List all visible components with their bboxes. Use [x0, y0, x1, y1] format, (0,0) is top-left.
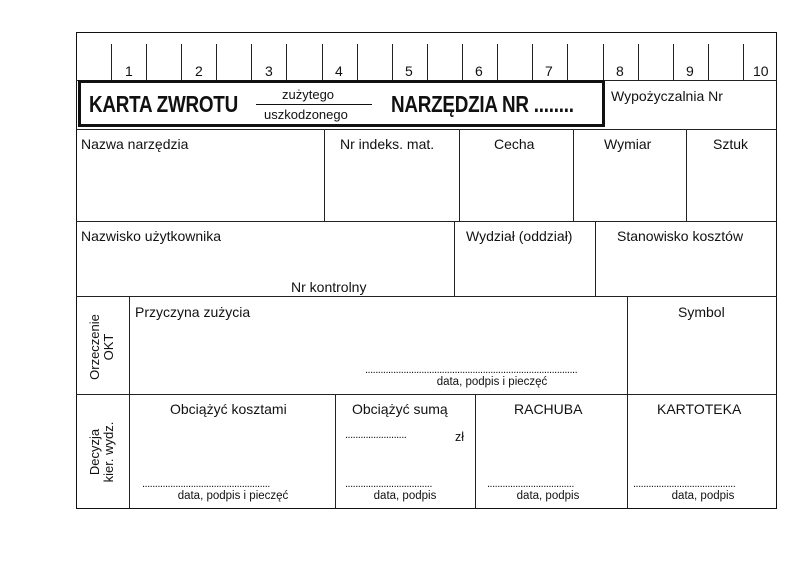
department-label: Wydział (oddział): [466, 228, 573, 244]
signature-caption-4: data, podpis: [671, 490, 735, 502]
divider: [324, 129, 325, 221]
amount-dots: ........................: [345, 430, 407, 441]
divider: [475, 394, 476, 508]
charge-costs-label: Obciążyć kosztami: [170, 401, 287, 417]
divider: [686, 129, 687, 221]
okt-signature-caption: data, podpis i pieczęć: [436, 376, 548, 388]
divider: [76, 296, 777, 297]
ruler-number: 7: [545, 63, 553, 79]
account-label: RACHUBA: [514, 401, 583, 417]
symbol-label: Symbol: [678, 304, 725, 320]
divider: [454, 221, 455, 296]
divider: [76, 221, 777, 222]
ruler-number: 4: [335, 63, 343, 79]
divider: [573, 129, 574, 221]
cost-center-label: Stanowisko kosztów: [617, 228, 744, 244]
decision-side-label-2: kier. wydz.: [100, 421, 116, 483]
rental-label: Wypożyczalnia Nr: [611, 88, 723, 104]
divider: [595, 221, 596, 296]
divider: [459, 129, 460, 221]
divider: [627, 394, 628, 508]
title-right: NARZĘDZIA NR ........: [391, 91, 574, 117]
dimension-label: Wymiar: [604, 136, 652, 152]
okt-side-label-1: Orzeczenie: [87, 314, 102, 380]
file-label: KARTOTEKA: [657, 401, 742, 417]
signature-caption-1: data, podpis i pieczęć: [177, 490, 289, 502]
charge-sum-label: Obciążyć sumą: [352, 401, 448, 417]
fraction-bottom: uszkodzonego: [264, 107, 348, 122]
ruler-number: 3: [265, 63, 273, 79]
feature-label: Cecha: [494, 136, 535, 152]
okt-side-label-2: OKT: [100, 333, 116, 361]
ruler-number: 10: [753, 63, 769, 79]
surname-label: Nazwisko użytkownika: [81, 228, 222, 244]
decision-side-label: [88, 395, 118, 509]
ruler-number: 1: [125, 63, 133, 79]
ruler-number: 2: [195, 63, 203, 79]
index-label: Nr indeks. mat.: [340, 136, 435, 152]
divider: [335, 394, 336, 508]
ruler-number: 6: [475, 63, 483, 79]
okt-signature-line: ...................................................................................: [365, 365, 578, 376]
reason-label: Przyczyna zużycia: [135, 304, 251, 320]
tool-name-label: Nazwa narzędzia: [81, 136, 189, 152]
signature-line-2: ..................................: [345, 479, 432, 490]
signature-line-1: ..................................................: [142, 479, 270, 490]
signature-line-3: ..................................: [487, 479, 574, 490]
signature-caption-2: data, podpis: [373, 490, 437, 502]
ruler-number: 5: [405, 63, 413, 79]
fraction-line: [256, 104, 372, 105]
fraction-top: zużytego: [282, 87, 335, 102]
ruler-number: 8: [616, 63, 624, 79]
ruler-number: 9: [686, 63, 694, 79]
title-left: KARTA ZWROTU: [89, 91, 238, 117]
control-no-label: Nr kontrolny: [291, 279, 367, 295]
signature-line-4: ........................................: [633, 479, 736, 490]
okt-side-label: [88, 297, 116, 397]
divider: [627, 296, 628, 394]
divider: [129, 296, 130, 508]
currency-label: zł: [455, 430, 465, 444]
signature-caption-3: data, podpis: [516, 490, 580, 502]
divider: [76, 394, 777, 395]
pieces-label: Sztuk: [713, 136, 749, 152]
decision-side-label-1: Decyzja: [87, 428, 102, 476]
divider: [76, 129, 777, 130]
